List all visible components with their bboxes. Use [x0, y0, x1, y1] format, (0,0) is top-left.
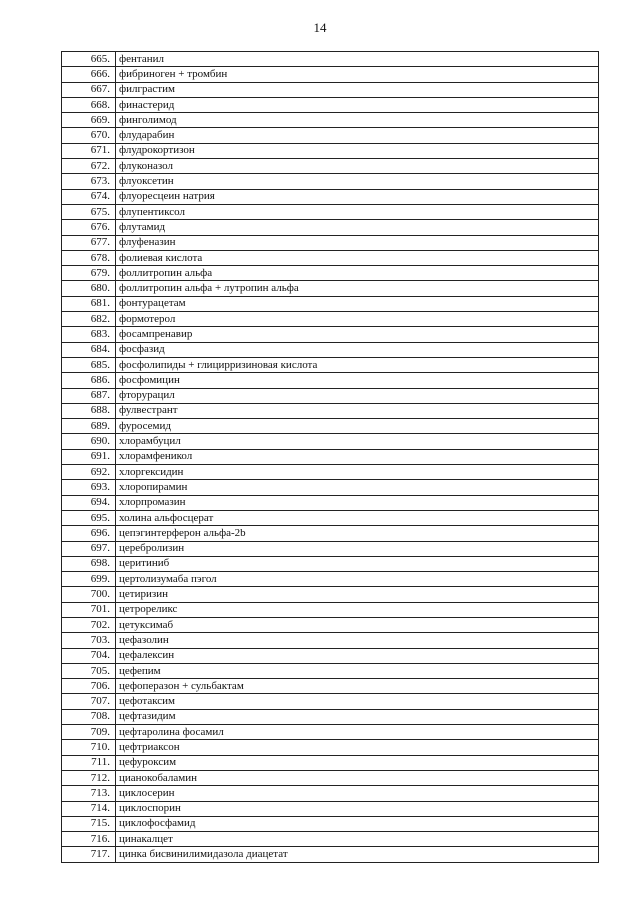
drug-name: фосфазид: [116, 342, 599, 357]
table-row: [62, 694, 599, 709]
drug-name: фосампренавир: [116, 327, 599, 342]
table-row: [62, 510, 599, 525]
drug-name: цертолизумаба пэгол: [116, 572, 599, 587]
drug-name: фуросемид: [116, 419, 599, 434]
row-number: 713.: [62, 786, 116, 801]
table-row: [62, 602, 599, 617]
row-number: 673.: [62, 174, 116, 189]
row-number: 684.: [62, 342, 116, 357]
table-row: [62, 97, 599, 112]
drug-list-body: [62, 52, 599, 863]
drug-name: фосфомицин: [116, 373, 599, 388]
table-row: [62, 403, 599, 418]
table-row: [62, 449, 599, 464]
drug-name: циклосерин: [116, 786, 599, 801]
drug-name: флупентиксол: [116, 204, 599, 219]
table-row: [62, 220, 599, 235]
drug-name: фторурацил: [116, 388, 599, 403]
row-number: 708.: [62, 709, 116, 724]
row-number: 707.: [62, 694, 116, 709]
drug-name: флуфеназин: [116, 235, 599, 250]
row-number: 682.: [62, 312, 116, 327]
table-row: [62, 587, 599, 602]
table-row: [62, 296, 599, 311]
row-number: 676.: [62, 220, 116, 235]
table-row: [62, 541, 599, 556]
table-row: [62, 67, 599, 82]
row-number: 680.: [62, 281, 116, 296]
table-row: [62, 801, 599, 816]
table-row: [62, 327, 599, 342]
row-number: 683.: [62, 327, 116, 342]
drug-name: цетуксимаб: [116, 617, 599, 632]
row-number: 672.: [62, 159, 116, 174]
drug-name: филграстим: [116, 82, 599, 97]
row-number: 671.: [62, 143, 116, 158]
row-number: 700.: [62, 587, 116, 602]
drug-name: флуоксетин: [116, 174, 599, 189]
row-number: 665.: [62, 52, 116, 67]
table-row: [62, 266, 599, 281]
row-number: 667.: [62, 82, 116, 97]
table-row: [62, 495, 599, 510]
page-number: 14: [313, 20, 327, 35]
row-number: 669.: [62, 113, 116, 128]
table-row: [62, 556, 599, 571]
drug-name: фонтурацетам: [116, 296, 599, 311]
table-row: [62, 755, 599, 770]
table-row: [62, 465, 599, 480]
drug-name: цефоперазон + сульбактам: [116, 679, 599, 694]
drug-name: цетрореликс: [116, 602, 599, 617]
drug-name: холина альфосцерат: [116, 510, 599, 525]
row-number: 698.: [62, 556, 116, 571]
drug-name: цинка бисвинилимидазола диацетат: [116, 847, 599, 862]
drug-name: цианокобаламин: [116, 770, 599, 785]
row-number: 677.: [62, 235, 116, 250]
row-number: 693.: [62, 480, 116, 495]
drug-name: циклоспорин: [116, 801, 599, 816]
table-row: [62, 572, 599, 587]
table-row: [62, 648, 599, 663]
table-row: [62, 52, 599, 67]
table-row: [62, 159, 599, 174]
row-number: 691.: [62, 449, 116, 464]
table-row: [62, 617, 599, 632]
row-number: 692.: [62, 465, 116, 480]
table-row: [62, 342, 599, 357]
table-row: [62, 388, 599, 403]
table-row: [62, 480, 599, 495]
drug-name: флуоресцеин натрия: [116, 189, 599, 204]
row-number: 694.: [62, 495, 116, 510]
row-number: 714.: [62, 801, 116, 816]
table-row: [62, 357, 599, 372]
row-number: 686.: [62, 373, 116, 388]
drug-name: хлорпромазин: [116, 495, 599, 510]
drug-name: цепэгинтерферон альфа-2b: [116, 526, 599, 541]
drug-name: хлоропирамин: [116, 480, 599, 495]
drug-name: цефотаксим: [116, 694, 599, 709]
drug-list-table: [61, 51, 599, 863]
row-number: 685.: [62, 357, 116, 372]
row-number: 675.: [62, 204, 116, 219]
drug-name: церебролизин: [116, 541, 599, 556]
row-number: 715.: [62, 816, 116, 831]
table-row: [62, 419, 599, 434]
drug-name: фосфолипиды + глицирризиновая кислота: [116, 357, 599, 372]
row-number: 668.: [62, 97, 116, 112]
row-number: 701.: [62, 602, 116, 617]
table-row: [62, 770, 599, 785]
table-row: [62, 526, 599, 541]
row-number: 702.: [62, 617, 116, 632]
table-row: [62, 373, 599, 388]
table-row: [62, 113, 599, 128]
drug-name: фибриноген + тромбин: [116, 67, 599, 82]
table-row: [62, 189, 599, 204]
table-row: [62, 816, 599, 831]
row-number: 703.: [62, 633, 116, 648]
row-number: 689.: [62, 419, 116, 434]
table-row: [62, 832, 599, 847]
table-row: [62, 434, 599, 449]
drug-name: цефазолин: [116, 633, 599, 648]
drug-name: циклофосфамид: [116, 816, 599, 831]
row-number: 690.: [62, 434, 116, 449]
table-row: [62, 312, 599, 327]
table-row: [62, 204, 599, 219]
row-number: 711.: [62, 755, 116, 770]
row-number: 710.: [62, 740, 116, 755]
row-number: 709.: [62, 725, 116, 740]
row-number: 712.: [62, 770, 116, 785]
drug-name: флуконазол: [116, 159, 599, 174]
table-row: [62, 633, 599, 648]
row-number: 678.: [62, 250, 116, 265]
row-number: 717.: [62, 847, 116, 862]
table-row: [62, 143, 599, 158]
drug-name: хлорамбуцил: [116, 434, 599, 449]
table-row: [62, 250, 599, 265]
row-number: 706.: [62, 679, 116, 694]
drug-name: цефтаролина фосамил: [116, 725, 599, 740]
row-number: 697.: [62, 541, 116, 556]
row-number: 696.: [62, 526, 116, 541]
drug-name: финастерид: [116, 97, 599, 112]
drug-name: флударабин: [116, 128, 599, 143]
drug-name: фентанил: [116, 52, 599, 67]
table-row: [62, 740, 599, 755]
table-row: [62, 281, 599, 296]
drug-name: цефтазидим: [116, 709, 599, 724]
drug-name: цефуроксим: [116, 755, 599, 770]
row-number: 670.: [62, 128, 116, 143]
drug-name: фоллитропин альфа: [116, 266, 599, 281]
row-number: 681.: [62, 296, 116, 311]
row-number: 687.: [62, 388, 116, 403]
drug-name: цефтриаксон: [116, 740, 599, 755]
drug-name: цефалексин: [116, 648, 599, 663]
drug-name: хлорамфеникол: [116, 449, 599, 464]
row-number: 688.: [62, 403, 116, 418]
row-number: 666.: [62, 67, 116, 82]
table-row: [62, 174, 599, 189]
table-row: [62, 235, 599, 250]
drug-name: церитиниб: [116, 556, 599, 571]
drug-name: фоллитропин альфа + лутропин альфа: [116, 281, 599, 296]
table-row: [62, 663, 599, 678]
drug-name: флутамид: [116, 220, 599, 235]
drug-name: флудрокортизон: [116, 143, 599, 158]
table-row: [62, 82, 599, 97]
row-number: 674.: [62, 189, 116, 204]
row-number: 699.: [62, 572, 116, 587]
drug-name: хлоргексидин: [116, 465, 599, 480]
drug-name: цинакалцет: [116, 832, 599, 847]
drug-name: формотерол: [116, 312, 599, 327]
row-number: 704.: [62, 648, 116, 663]
drug-name: цетиризин: [116, 587, 599, 602]
table-row: [62, 128, 599, 143]
row-number: 695.: [62, 510, 116, 525]
drug-name: фолиевая кислота: [116, 250, 599, 265]
table-row: [62, 725, 599, 740]
table-row: [62, 679, 599, 694]
drug-name: цефепим: [116, 663, 599, 678]
row-number: 716.: [62, 832, 116, 847]
row-number: 679.: [62, 266, 116, 281]
table-row: [62, 847, 599, 862]
table-row: [62, 709, 599, 724]
drug-name: фулвестрант: [116, 403, 599, 418]
table-row: [62, 786, 599, 801]
row-number: 705.: [62, 663, 116, 678]
drug-name: финголимод: [116, 113, 599, 128]
